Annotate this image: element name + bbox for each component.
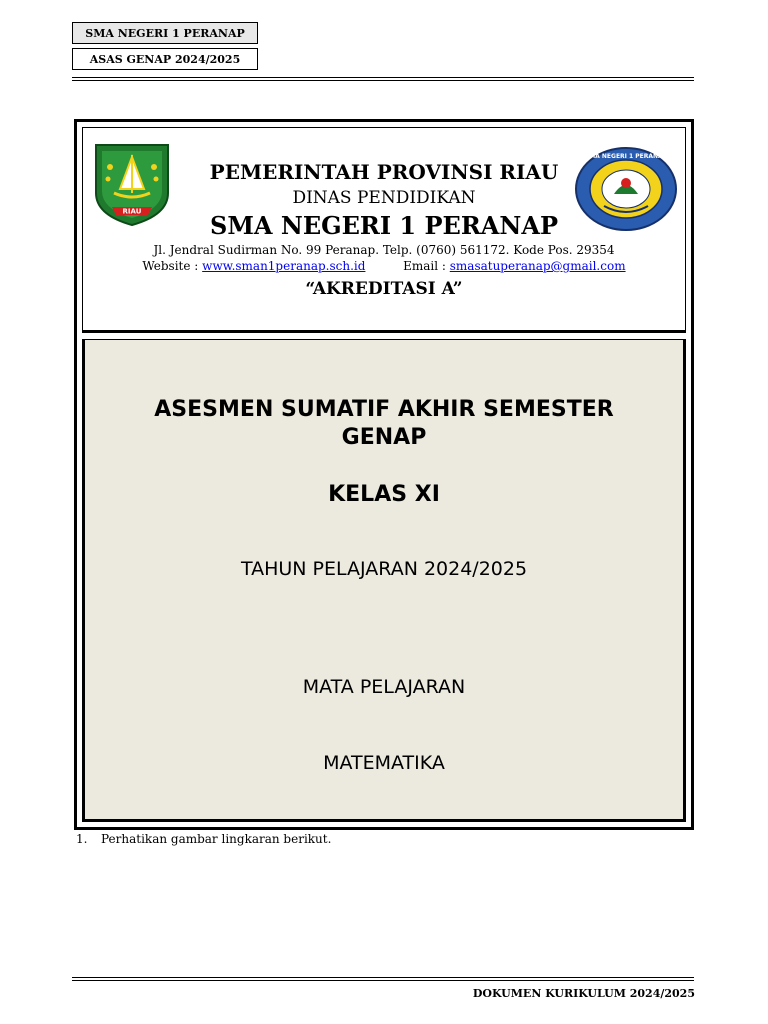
subject-label: MATA PELAJARAN (302, 676, 466, 698)
class-title: KELAS XI (328, 482, 440, 507)
footer-text: DOKUMEN KURIKULUM 2024/2025 (472, 987, 695, 1000)
accreditation: “AKREDITASI A” (305, 279, 463, 299)
assessment-title-line1: ASESMEN SUMATIF AKHIR SEMESTER (154, 397, 614, 422)
email-link[interactable]: smasatuperanap@gmail.com (449, 259, 626, 273)
subject-name: MATEMATIKA (323, 752, 445, 774)
assessment-title-line2: GENAP (341, 425, 427, 450)
department-title: DINAS PENDIDIKAN (292, 188, 476, 208)
school-address: Jl. Jendral Sudirman No. 99 Peranap. Telp. (0760) 561172. Kode Pos. 29354 (153, 243, 615, 257)
question-number: 1. (76, 832, 88, 846)
letterhead-separator (82, 330, 686, 340)
assessment-title (90, 396, 678, 452)
school-contact (82, 259, 686, 273)
school-seal-text: SMA NEGERI 1 PERANAP (584, 153, 668, 160)
school-title: SMA NEGERI 1 PERANAP (210, 211, 558, 240)
website-link[interactable]: www.sman1peranap.sch.id (202, 259, 366, 273)
exam-tag: ASAS GENAP 2024/2025 (72, 48, 258, 70)
riau-logo-text: RIAU (122, 207, 142, 216)
school-tag: SMA NEGERI 1 PERANAP (72, 22, 258, 44)
question-text: Perhatikan gambar lingkaran berikut. (101, 832, 332, 846)
government-title: PEMERINTAH PROVINSI RIAU (209, 160, 559, 184)
question-item (76, 832, 331, 846)
academic-year: TAHUN PELAJARAN 2024/2025 (240, 558, 528, 580)
footer-rule (72, 977, 694, 981)
header-rule (72, 77, 694, 81)
website-label: Website : (142, 259, 199, 273)
email-label: Email : (403, 259, 446, 273)
